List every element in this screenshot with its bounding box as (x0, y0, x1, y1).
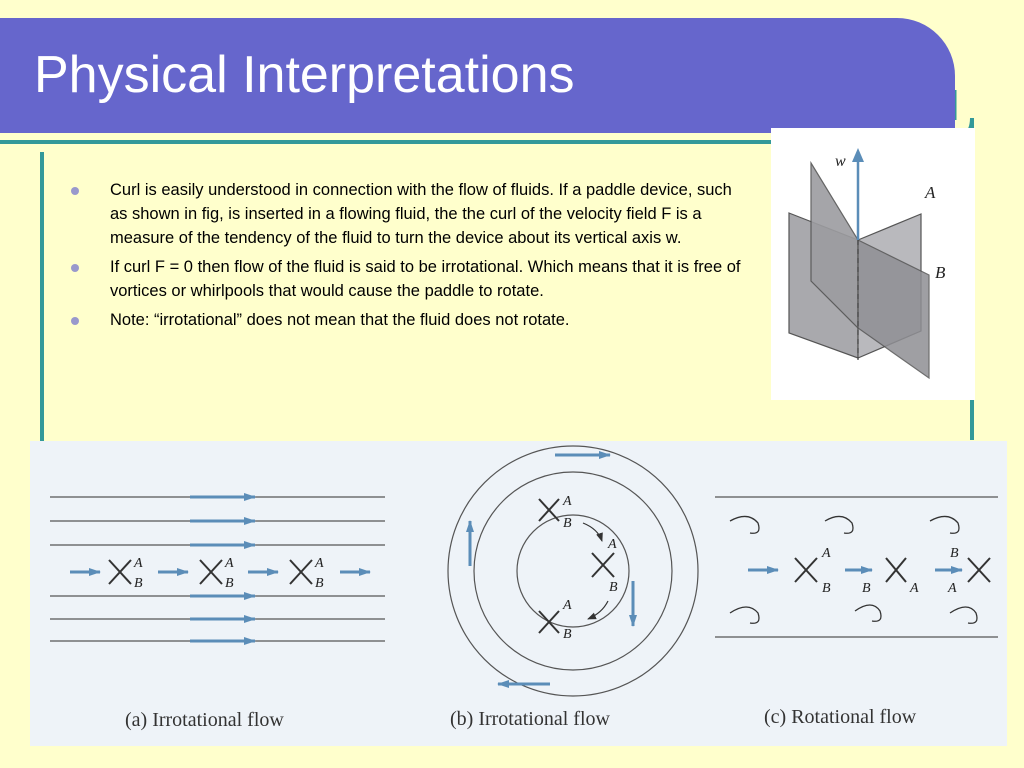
bullet-text: Note: “irrotational” does not mean that the fluid does not rotate. (110, 311, 570, 329)
paddle-device-figure (771, 128, 975, 400)
bullet-icon (71, 187, 79, 195)
paddle-label-a: A (608, 537, 617, 552)
paddle-label-b: B (225, 576, 234, 591)
paddle-label-b: B (134, 576, 143, 591)
blade-a-label: A (925, 183, 936, 202)
caption-c: (c) Rotational flow (764, 706, 917, 728)
paddle-device-drawing (771, 128, 975, 400)
paddle-label-b: B (315, 576, 324, 591)
bullet-icon (71, 317, 79, 325)
paddle-label-a: A (563, 598, 572, 613)
bullet-list (68, 178, 744, 332)
content-area (68, 178, 744, 337)
paddle-label-a: A (225, 556, 234, 571)
paddle-label-b: B (822, 581, 831, 596)
paddle-label-b: B (563, 516, 572, 531)
bullet-text: Curl is easily understood in connection with the flow of fluids. If a paddle device, such as shown in fig, is inserted in a flowing fluid, the the curl of the velocity field F is a measure of the tendency of the fluid to turn the device about its vertical axis w. (110, 181, 732, 247)
paddle-label-b: B (609, 580, 618, 595)
bullet-text: If curl F = 0 then flow of the fluid is said to be irrotational. Which means that it is free of vortices or whirlpools that would cause the paddle to rotate. (110, 258, 741, 300)
panel-a-irrotational (50, 497, 385, 731)
bullet-item (68, 178, 744, 250)
paddle-label-a: A (563, 494, 572, 509)
flow-types-drawing (30, 441, 1007, 746)
panel-b-irrotational (448, 446, 698, 730)
paddle-label-a: A (948, 581, 957, 596)
paddle-label-b: B (950, 546, 959, 561)
paddle-label-b: B (862, 581, 871, 596)
slide-title: Physical Interpretations (34, 46, 575, 104)
bullet-item (68, 255, 744, 303)
bullet-icon (71, 264, 79, 272)
paddle-label-a: A (134, 556, 143, 571)
caption-a: (a) Irrotational flow (125, 709, 284, 731)
paddle-label-a: A (315, 556, 324, 571)
caption-b: (b) Irrotational flow (450, 708, 610, 730)
w-axis-arrow-icon (852, 148, 864, 162)
paddle-label-a: A (910, 581, 919, 596)
paddle-label-a: A (822, 546, 831, 561)
flow-types-figure (30, 441, 1007, 746)
w-axis-label: w (835, 153, 846, 170)
paddle-label-b: B (563, 627, 572, 642)
bullet-item (68, 308, 744, 332)
blade-b-label: B (935, 263, 946, 282)
panel-c-rotational (715, 497, 998, 728)
